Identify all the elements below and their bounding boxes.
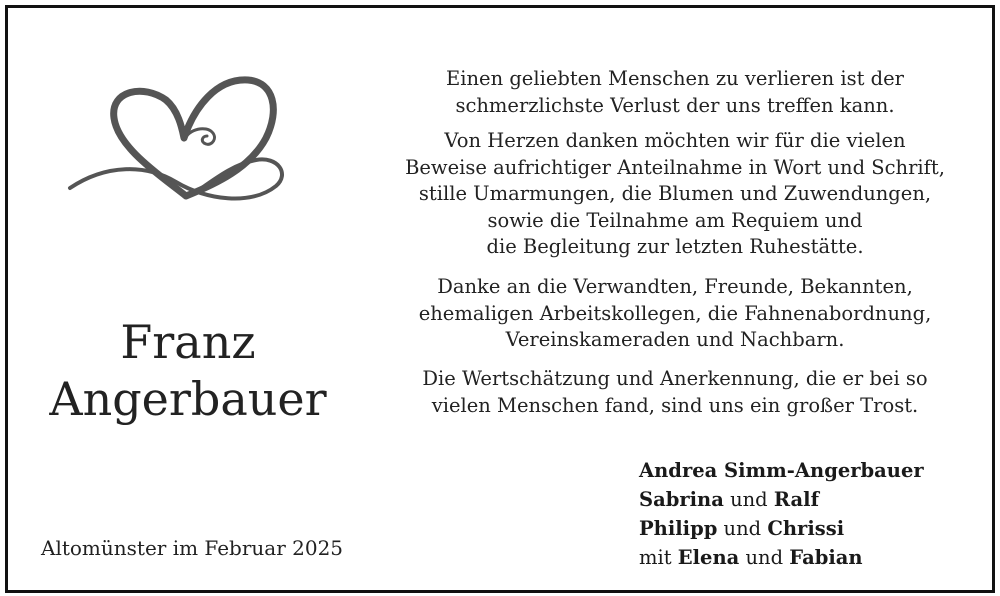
message-line: schmerzlichste Verlust der uns treffen kann. — [455, 93, 895, 117]
message-line: Danke an die Verwandten, Freunde, Bekannten, — [437, 275, 913, 298]
signature-line-3 — [639, 514, 924, 543]
signature-name: Sabrina — [639, 488, 724, 511]
signature-line-2 — [639, 485, 924, 514]
signature-line-4 — [639, 543, 924, 572]
message-line: Die Wertschätzung und Anerkennung, die er bei so — [422, 367, 928, 390]
message-paragraph-1 — [390, 66, 960, 119]
signature-name: Elena — [677, 546, 740, 569]
signature-name: Ralf — [773, 488, 819, 511]
deceased-first-name: Franz — [120, 315, 256, 369]
signature-conjunction: und — [723, 517, 762, 540]
signature-name: Fabian — [789, 546, 863, 569]
message-line: Beweise aufrichtiger Anteilnahme in Wort und Schrift, — [405, 155, 945, 179]
place-date: Altomünster im Februar 2025 — [41, 536, 344, 560]
message-line: sowie die Teilnahme am Requiem und — [487, 208, 863, 232]
message-paragraph-3 — [390, 274, 960, 354]
message-line: Einen geliebten Menschen zu verlieren ist der — [446, 67, 904, 90]
signature-conjunction: und — [730, 488, 768, 511]
deceased-last-name: Angerbauer — [49, 372, 327, 426]
message-paragraph-2 — [390, 128, 960, 261]
obituary-card — [5, 5, 995, 593]
signature-name: Chrissi — [767, 517, 845, 540]
message-line: ehemaligen Arbeitskollegen, die Fahnenabordnung, — [418, 301, 932, 325]
signature-prefix: mit — [639, 546, 672, 569]
signature-line-1: Andrea Simm-Angerbauer — [639, 459, 924, 482]
message-line: Vereinskameraden und Nachbarn. — [505, 328, 845, 351]
signature-name: Philipp — [639, 517, 718, 540]
signature-conjunction: und — [745, 546, 784, 569]
message-line: stille Umarmungen, die Blumen und Zuwendungen, — [418, 182, 932, 205]
infinity-heart-icon — [66, 68, 298, 218]
message-line: die Begleitung zur letzten Ruhestätte. — [486, 235, 864, 258]
message-line: vielen Menschen fand, sind uns ein großer Trost. — [431, 393, 919, 417]
message-line: Von Herzen danken möchten wir für die vielen — [444, 129, 906, 152]
message-paragraph-4 — [390, 366, 960, 419]
signature-block — [639, 456, 924, 572]
